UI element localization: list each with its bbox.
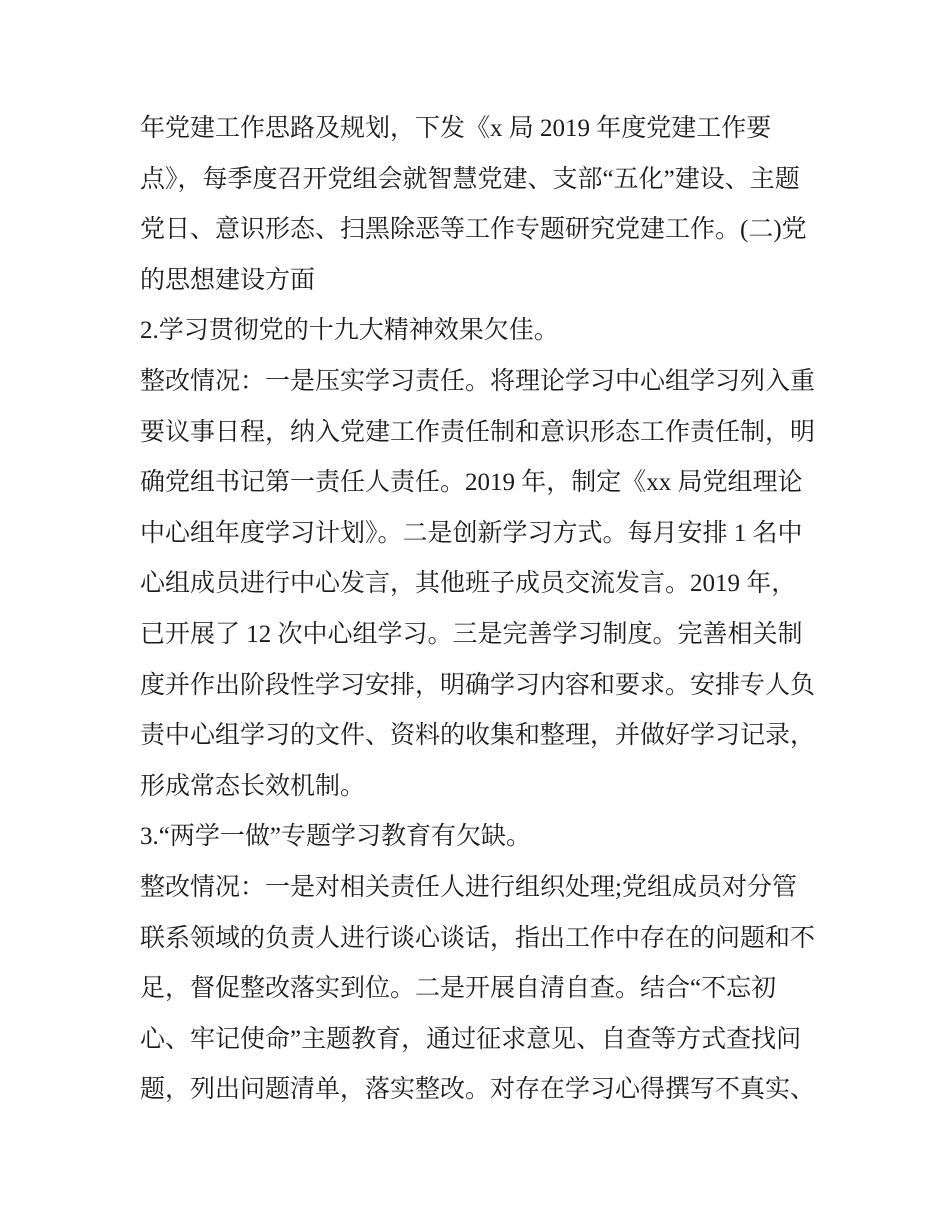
text-line: 形成常态长效机制。 (140, 772, 366, 800)
text-line: 整改情况：一是压实学习责任。将理论学习中心组学习列入重 (140, 367, 816, 395)
text-line: 的思想建设方面 (140, 266, 316, 294)
text-line: 心组成员进行中心发言，其他班子成员交流发言。2019 年， (140, 570, 797, 598)
text-line: 中心组年度学习计划》。二是创新学习方式。每月安排 1 名中 (140, 519, 803, 547)
text-line: 年党建工作思路及规划，下发《x 局 2019 年度党建工作要 (140, 115, 772, 142)
text-line: 要议事日程，纳入党建工作责任制和意识形态工作责任制，明 (140, 418, 816, 446)
text-line: 联系领域的负责人进行谈心谈话，指出工作中存在的问题和不 (140, 924, 816, 952)
text-line: 题，列出问题清单，落实整改。对存在学习心得撰写不真实、 (140, 1076, 816, 1104)
section-heading: 2.学习贯彻党的十九大精神效果欠佳。 (140, 317, 559, 345)
document-page (140, 104, 820, 1116)
text-line: 心、牢记使命”主题教育，通过征求意见、自查等方式查找问 (140, 1025, 802, 1053)
text-line: 责中心组学习的文件、资料的收集和整理，并做好学习记录， (140, 722, 816, 750)
text-line: 已开展了 12 次中心组学习。三是完善学习制度。完善相关制 (140, 620, 803, 648)
text-line: 确党组书记第一责任人责任。2019 年，制定《xx 局党组理论 (140, 469, 803, 497)
text-line: 足，督促整改落实到位。二是开展自清自查。结合“不忘初 (140, 975, 777, 1003)
section-heading: 3.“两学一做”专题学习教育有欠缺。 (140, 823, 531, 851)
text-line: 度并作出阶段性学习安排，明确学习内容和要求。安排专人负 (140, 671, 816, 699)
text-line: 党日、意识形态、扫黑除恶等工作专题研究党建工作。(二)党 (140, 216, 807, 244)
text-line: 点》，每季度召开党组会就智慧党建、支部“五化”建设、主题 (140, 165, 800, 193)
text-line: 整改情况：一是对相关责任人进行组织处理;党组成员对分管 (140, 873, 797, 901)
